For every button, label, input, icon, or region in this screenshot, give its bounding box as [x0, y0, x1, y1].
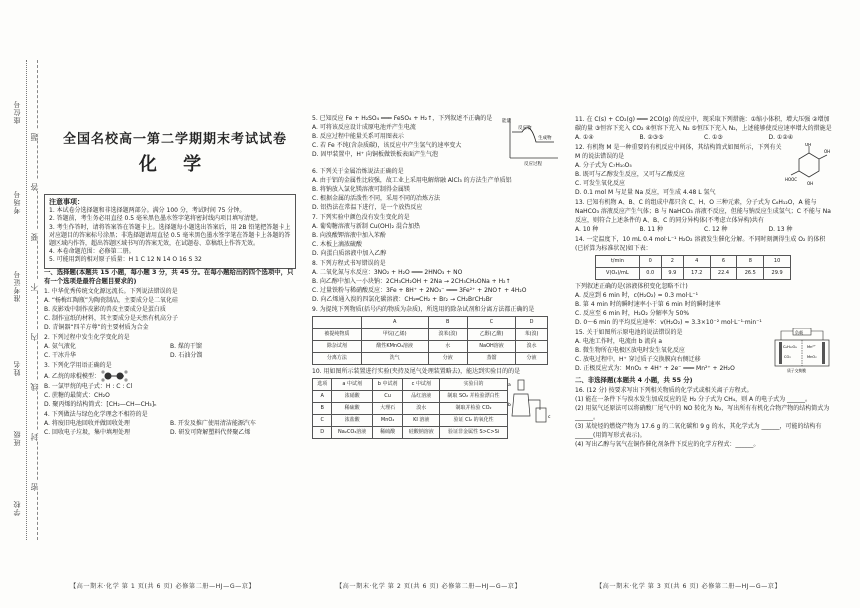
- option: D. 聚丙烯的结构简式：[CH₂—CH—CH₃]ₙ: [44, 401, 157, 408]
- seal-char: 内: [30, 330, 39, 341]
- question-stem: 8. 下列方程式书写错误的是: [312, 260, 386, 267]
- experiment-table: [312, 378, 508, 439]
- fig-label-reactant: 反应物: [518, 126, 532, 131]
- option: B. 皮影戏中制作皮影的兽皮主要成分是蛋白质: [44, 306, 166, 313]
- seal-char: 线: [30, 380, 39, 391]
- table-cell: 分液: [428, 353, 468, 365]
- option: D. 铝热法在常温下进行，是一个放热反应: [312, 204, 423, 211]
- option: C. 干冰升华: [44, 352, 77, 359]
- option: D. 研发可降解塑料代替聚乙烯: [170, 429, 251, 436]
- table-cell: 8: [737, 256, 764, 268]
- option: B. 向乙醇中加入一小块钠：2CH₃CH₂OH + 2Na → 2CH₃CH₂ONa + H₂↑: [312, 278, 511, 285]
- option: A. 电池工作时，电流由 b 流向 a: [575, 338, 663, 345]
- table-row: [313, 391, 508, 403]
- option: A. ①④: [575, 134, 594, 141]
- option: A. “杨梅红陶瓶”为陶瓷制品，主要成分是二氧化硅: [44, 297, 179, 304]
- apparatus-icon: [508, 376, 554, 426]
- oh-group-label: OH: [807, 181, 814, 186]
- table-cell: 酸性KMnO₄溶液: [361, 341, 428, 353]
- table-cell: 苯(溴): [516, 329, 548, 341]
- question-3: [44, 361, 296, 409]
- option: D. 向乙烯通入溴的四氯化碳溶液：CH₂═CH₂ + Br₂ → CH₂BrCH₂Br: [312, 296, 493, 303]
- seal-char: 封: [30, 430, 39, 441]
- question-7: [312, 213, 560, 258]
- ball-stick-model-icon: [100, 370, 130, 382]
- oxygen-volume-table: [595, 255, 791, 280]
- table-cell: B: [313, 403, 332, 415]
- cooh-group-label: HOOC: [785, 177, 798, 182]
- table-row: [313, 403, 508, 415]
- fig-label-mno2: MnO₂: [807, 355, 817, 359]
- table-cell: 浓盐酸: [332, 415, 372, 427]
- option: D. 青铜器“四羊方尊”的主要材质为合金: [44, 324, 149, 331]
- fig-label-load: 负载: [795, 330, 803, 335]
- oh-group-label: OH: [824, 149, 831, 154]
- option: C. 可发生氧化反应: [575, 180, 626, 187]
- table-cell: 4: [683, 256, 710, 268]
- table-row: [313, 353, 548, 365]
- table-cell: t/min: [596, 256, 640, 268]
- table-cell: 26.5: [737, 268, 764, 280]
- table-cell: 22.4: [710, 268, 737, 280]
- table-row: [313, 379, 508, 391]
- question-stem: 16. (12 分) 按要求写出下列相关物质的化学式或相关离子方程式。: [575, 387, 753, 394]
- option: B. 煤的干馏: [170, 343, 202, 350]
- energy-diagram-icon: [502, 114, 560, 166]
- purification-table: [312, 316, 548, 365]
- question-6: [312, 167, 560, 212]
- option: B. 11 种: [639, 226, 663, 233]
- binding-strip: [0, 60, 38, 540]
- table-cell: 乙醇(乙酸): [468, 329, 516, 341]
- option: C. 12 种: [704, 226, 728, 233]
- option: B. 既可与乙醇发生反应，又可与乙酸反应: [575, 171, 685, 178]
- question-stem: 15. 关于如图所示原电池的说法错误的是: [575, 329, 683, 336]
- page-footer: 【高一期末·化学 第 2 页(共 6 页) 必修第二册—HJ—G—京】: [336, 583, 522, 590]
- option: A. 反应到 6 min 时，c(H₂O₂) = 0.3 mol·L⁻¹: [575, 292, 698, 299]
- question-10: [312, 367, 560, 441]
- option: C. 根据金属的活泼性不同，采用不同的冶炼方法: [312, 195, 441, 202]
- section-heading: 一、选择题(本题共 15 小题，每小题 3 分，共 45 分。在每小题给出的四个选项中，只有一个选项是最符合题目要求的): [44, 268, 294, 285]
- table-cell: b 中试剂: [372, 379, 403, 391]
- question-stem: 1. 中华优秀传统文化源远流长。下列说法错误的是: [44, 288, 178, 295]
- table-cell: D: [313, 427, 332, 439]
- notice-heading: 注意事项：: [49, 198, 84, 206]
- option: B. 反应过程中能量关系可用图表示: [312, 133, 404, 140]
- option: D. ①②④: [768, 134, 794, 141]
- option: B. 向溴酸钾溶液中加入苯酚: [312, 232, 386, 239]
- seal-line: [26, 60, 27, 540]
- question-stem: 2. 下列过程中发生化学变化的是: [44, 334, 130, 341]
- table-cell: 选项: [313, 379, 332, 391]
- table-cell: B: [428, 317, 468, 329]
- field-school: 学校: [13, 500, 21, 516]
- question-11: [575, 115, 833, 142]
- table-cell: 实验目的: [440, 379, 508, 391]
- section-1: [44, 268, 296, 437]
- table-cell: [313, 317, 362, 329]
- table-cell: 29.9: [764, 268, 791, 280]
- subject-title: 化 学: [138, 154, 212, 175]
- table-cell: 除杂试剂: [313, 341, 362, 353]
- notice-box: [44, 194, 296, 269]
- option: A. 10 种: [575, 226, 599, 233]
- table-cell: Cu: [372, 391, 403, 403]
- table-row: [313, 427, 508, 439]
- option: D. 固甲装置中，H⁺ 向铜板做铁板表面产生气泡: [312, 151, 439, 158]
- fuel-cell-diagram-icon: [771, 328, 833, 374]
- table-cell: 6: [710, 256, 737, 268]
- table-cell: 分液: [516, 353, 548, 365]
- option: C. 若 Fe 不纯(含杂质碳)，该反应中产生氢气的速率变大: [312, 142, 462, 149]
- question-note: 下列叙述正确的是(溶液体积变化忽略不计): [575, 283, 688, 290]
- question-14: [575, 235, 833, 327]
- question-5: [312, 114, 560, 166]
- option: C. 反应至 6 min 时，H₂O₂ 分解率为 50%: [575, 310, 690, 317]
- option: D. 正极反应式为：MnO₂ + 4H⁺ + 2e⁻ ═══ Mn²⁺ + 2H₂O: [575, 365, 735, 372]
- table-cell: 制取 SO₂ 并检验漂白性: [440, 391, 508, 403]
- exam-title: 全国名校高一第二学期期末考试试卷: [62, 132, 287, 147]
- page-footer: 【高一期末·化学 第 1 页(共 6 页) 必修第二册—HJ—G—京】: [70, 583, 256, 590]
- option: B. 微生物所在电极区放电时发生氧化反应: [575, 347, 685, 354]
- page-footer: 【高一期末·化学 第 3 页(共 6 页) 必修第二册—HJ—G—京】: [596, 583, 782, 590]
- question-stem: 10. 用如图所示装置进行实验(夹持及尾气处理装置略去)，能达到实验目的的是: [312, 368, 521, 375]
- question-stem: 13. 已知有机物 A、B、C 的组成中都只含 C、H、O 三种元素，分子式为 C₆H₁₂O，A 能与 NaHCO₃ 溶液反应产生气体；B 与 NaHCO₃ 溶液不反应，但能与钠反应生成氢气；C 不能与 Na 反应，则符合上述条件的 A、B、C 的同分异构体(不考虑立体异构)共有: [575, 199, 831, 224]
- fig-label-glucose: C₆H₁₂O₆: [783, 345, 797, 349]
- table-cell: a 中试剂: [332, 379, 372, 391]
- table-cell: 溴水: [403, 403, 440, 415]
- seal-char: 不: [30, 280, 39, 291]
- table-cell: 品红溶液: [403, 391, 440, 403]
- table-cell: MnO₂: [372, 415, 403, 427]
- table-row: [313, 415, 508, 427]
- notice-item: 2. 答题前，考生务必用直径 0.5 毫米黑色墨水签字笔将密封线内项目填写清楚。: [49, 215, 262, 223]
- option: D. 向蛋白质溶液中加入乙醇: [312, 250, 387, 257]
- option: B. 开发及推广使用清洁能源汽车: [170, 420, 256, 427]
- question-12: [575, 143, 833, 197]
- table-cell: 洗气: [361, 353, 428, 365]
- table-cell: 水: [428, 341, 468, 353]
- option: A. 二氧化氮与水反应：3NO₂ + H₂O ═══ 2HNO₃ + NO: [312, 269, 463, 276]
- question-13: [575, 198, 833, 234]
- question-1: [44, 287, 296, 332]
- table-row: [313, 341, 548, 353]
- question-stem: 7. 下列实验中颜色没有发生变化的是: [312, 214, 410, 221]
- fig-label-membrane: 质子交换膜: [787, 368, 806, 373]
- sub-question: (4) 写出乙醇与氧气在铜作催化剂条件下反应的化学方程式：______。: [575, 441, 760, 448]
- option: A. 可将该反应设计成原电池并产生电流: [312, 124, 416, 131]
- fig-label-a: a: [508, 383, 511, 388]
- table-cell: 2: [661, 256, 683, 268]
- table-cell: D: [516, 317, 548, 329]
- table-row: [313, 329, 548, 341]
- option: A. 氨气液化: [44, 343, 76, 350]
- question-stem: 6. 下列关于金属冶炼说法正确的是: [312, 168, 404, 175]
- option: B. 第 4 min 时的瞬时速率小于第 6 min 时的瞬时速率: [575, 301, 721, 308]
- table-cell: C: [313, 415, 332, 427]
- seal-char: 密: [30, 480, 39, 491]
- option: C. 过量铁粉与稀硝酸反应：3Fe + 8H⁺ + 2NO₃⁻ ═══ 3Fe²⁺ + 2NO↑ + 4H₂O: [312, 287, 527, 294]
- seal-char: 答: [30, 180, 39, 191]
- option: D. 0～6 min 的平均反应速率：v(H₂O₂) ≈ 3.3×10⁻² mol·L⁻¹·min⁻¹: [575, 319, 762, 326]
- option: B. ②③⑤: [639, 134, 664, 141]
- table-cell: 分离方法: [313, 353, 362, 365]
- option: D. 石油分馏: [170, 352, 203, 359]
- table-cell: 10: [764, 256, 791, 268]
- option: C. 放电过程中，H⁺ 穿过质子交换膜向右侧迁移: [575, 356, 701, 363]
- structure-formula-icon: [785, 143, 833, 187]
- table-cell: 验证非金属性 S>C>Si: [440, 427, 508, 439]
- table-cell: Na₂CO₃溶液: [332, 427, 372, 439]
- question-16: [575, 386, 833, 449]
- fig-label-mn2: Mn²⁺: [807, 345, 816, 349]
- option: A. 葡萄糖溶液与新制 Cu(OH)₂ 混合加热: [312, 223, 420, 230]
- notice-item: 3. 考生作答时，请将答案答在答题卡上。选择题每小题选出答案后，用 2B 铅笔把答题卡上对应题目的答案标号涂黑；非选择题请用直径 0.5 毫米黑色墨水签字笔在答题卡上各题的答题区域内作答，超出答题区域书写的答案无效，在试题卷、草稿纸上作答无效。: [49, 223, 291, 248]
- option: C. 制作宣纸的材料，其主要成分是天然有机高分子: [44, 315, 179, 322]
- table-cell: 0.0: [639, 268, 661, 280]
- table-cell: 硅酸钠溶液: [403, 427, 440, 439]
- field-seat-number: 座位号: [13, 100, 21, 124]
- fig-label-energy: 能量: [502, 119, 511, 124]
- table-row: [596, 256, 791, 268]
- option: D. 0.1 mol M 与足量 Na 反应，可生成 4.48 L 氢气: [575, 189, 716, 196]
- table-cell: 甲烷(乙烯): [361, 329, 428, 341]
- fig-label-co2: CO₂: [784, 355, 791, 359]
- column-2: [312, 114, 560, 441]
- table-cell: 稀硫酸: [372, 427, 403, 439]
- table-cell: KI 溶液: [403, 415, 440, 427]
- table-cell: 被提纯物质: [313, 329, 362, 341]
- table-cell: 9.9: [661, 268, 683, 280]
- option: A. 乙烷的球棍模型：: [44, 372, 100, 380]
- seal-char: 题: [30, 130, 39, 141]
- table-cell: 大理石: [372, 403, 403, 415]
- table-cell: 蒸馏: [468, 353, 516, 365]
- table-cell: A: [361, 317, 428, 329]
- option: C. ①③: [704, 134, 723, 141]
- field-exam-number: 准考证号: [13, 270, 21, 302]
- option: B. 一氯甲烷的电子式：H : C : Cl: [44, 383, 133, 390]
- table-cell: c 中试剂: [403, 379, 440, 391]
- option: A. 分子式为 C₇H₁₀O₅: [575, 162, 632, 169]
- option: C. 木板上滴浓硫酸: [312, 241, 363, 248]
- question-stem: 14. 一定温度下，10 mL 0.4 mol·L⁻¹ H₂O₂ 溶液发生催化分解。不同时刻测得生成 O₂ 的体积(已折算为标准状况)如下表：: [575, 236, 826, 252]
- seal-char: 要: [30, 230, 39, 241]
- option: C. 蔗糖的最简式：CH₂O: [44, 392, 110, 399]
- section-2-heading: 二、非选择题(本题共 4 小题，共 55 分): [575, 376, 693, 384]
- question-2: [44, 333, 296, 360]
- field-name: 姓名: [13, 360, 21, 376]
- notice-item: 1. 本试卷分选择题和非选择题两部分。满分 100 分，考试时间 75 分钟。: [49, 207, 246, 215]
- fig-label-process: 反应过程: [524, 162, 542, 166]
- option: B. 将钠放入氯化镁溶液可制得金属镁: [312, 186, 410, 193]
- notice-item: 4. 本卷命题范围：必修第二册。: [49, 248, 135, 256]
- question-stem: 5. 已知反应 Fe + H₂SO₄ ═══ FeSO₄ + H₂↑，下列叙述不正确的是: [312, 115, 493, 122]
- question-8: [312, 259, 560, 304]
- fig-label-product: 生成物: [538, 136, 552, 141]
- table-cell: NaOH溶液: [468, 341, 516, 353]
- option: D. 13 种: [768, 226, 793, 233]
- sub-question: (2) 用氨气还原法可以将硝酸厂尾气中的 NO 转化为 N₂，写出所有有机化合物产物的结构简式为 ______。: [575, 405, 830, 421]
- sub-question: (3) 某烷烃的燃烧产物为 17.6 g 的二氧化碳和 9 g 的水，其化学式为 ______，可能的结构有 ______(用简写形式表示)。: [575, 423, 822, 439]
- question-4: [44, 410, 296, 437]
- table-cell: C: [468, 317, 516, 329]
- fig-label-b: b: [508, 403, 511, 408]
- table-cell: 验证 Cl₂ 的氧化性: [440, 415, 508, 427]
- table-cell: 稀硫酸: [332, 403, 372, 415]
- table-cell: 溴水: [516, 341, 548, 353]
- table-cell: 17.2: [683, 268, 710, 280]
- oh-group-label: OH: [805, 143, 812, 147]
- table-cell: 浓硝酸: [332, 391, 372, 403]
- table-cell: 溴苯(溴): [428, 329, 468, 341]
- option: A. 将废旧电池回收并做回收处理: [44, 420, 130, 427]
- table-cell: 制取并检验 CO₂: [440, 403, 508, 415]
- question-stem: 9. 为提纯下列物质(括号内的物质为杂质)，所选用的除杂试剂和分离方法都正确的是: [312, 306, 535, 313]
- fig-label-c: c: [548, 415, 551, 420]
- table-cell: A: [313, 391, 332, 403]
- table-row: [596, 268, 791, 280]
- question-stem: 12. 有机物 M 是一种重要的有机反应中间体，其结构简式如图所示，下列有关 M 的说法错误的是: [575, 144, 782, 160]
- sub-question: (1) 能在一条件下与溴水发生加成反应的是 H₂ 分子式为 CH₄，则 A 的电子式为 ______。: [575, 396, 811, 403]
- question-stem: 4. 下列做法与绿色化学理念不相符的是: [44, 411, 148, 418]
- question-stem: 11. 在 C(s) + CO₂(g) ═══ 2CO(g) 的反应中，现采取下列措施：①缩小体积，增大压强 ②增加碳的量 ③恒容下充入 CO₂ ④恒容下充入 N₂ ⑤恒压下充入 N₂，上述能够使反应速率增大的措施是: [575, 116, 832, 132]
- table-row: [313, 317, 548, 329]
- field-class: 班级: [13, 430, 21, 446]
- question-15: [575, 328, 833, 374]
- option: C. 回收电子垃圾，集中填埋处理: [44, 429, 131, 436]
- question-stem: 3. 下列化学用语正确的是: [44, 362, 112, 369]
- option: A. 由于铝的金属性比较强，故工业上采用电解熔融 AlCl₃ 的方法生产单质铝: [312, 177, 512, 184]
- notice-item: 5. 可能用到的相对原子质量：H 1 C 12 N 14 O 16 S 32: [49, 256, 202, 264]
- field-room-number: 考场号: [13, 190, 21, 214]
- column-3: [575, 114, 833, 449]
- table-cell: 0: [639, 256, 661, 268]
- question-9: [312, 305, 560, 365]
- table-cell: V(O₂)/mL: [596, 268, 640, 280]
